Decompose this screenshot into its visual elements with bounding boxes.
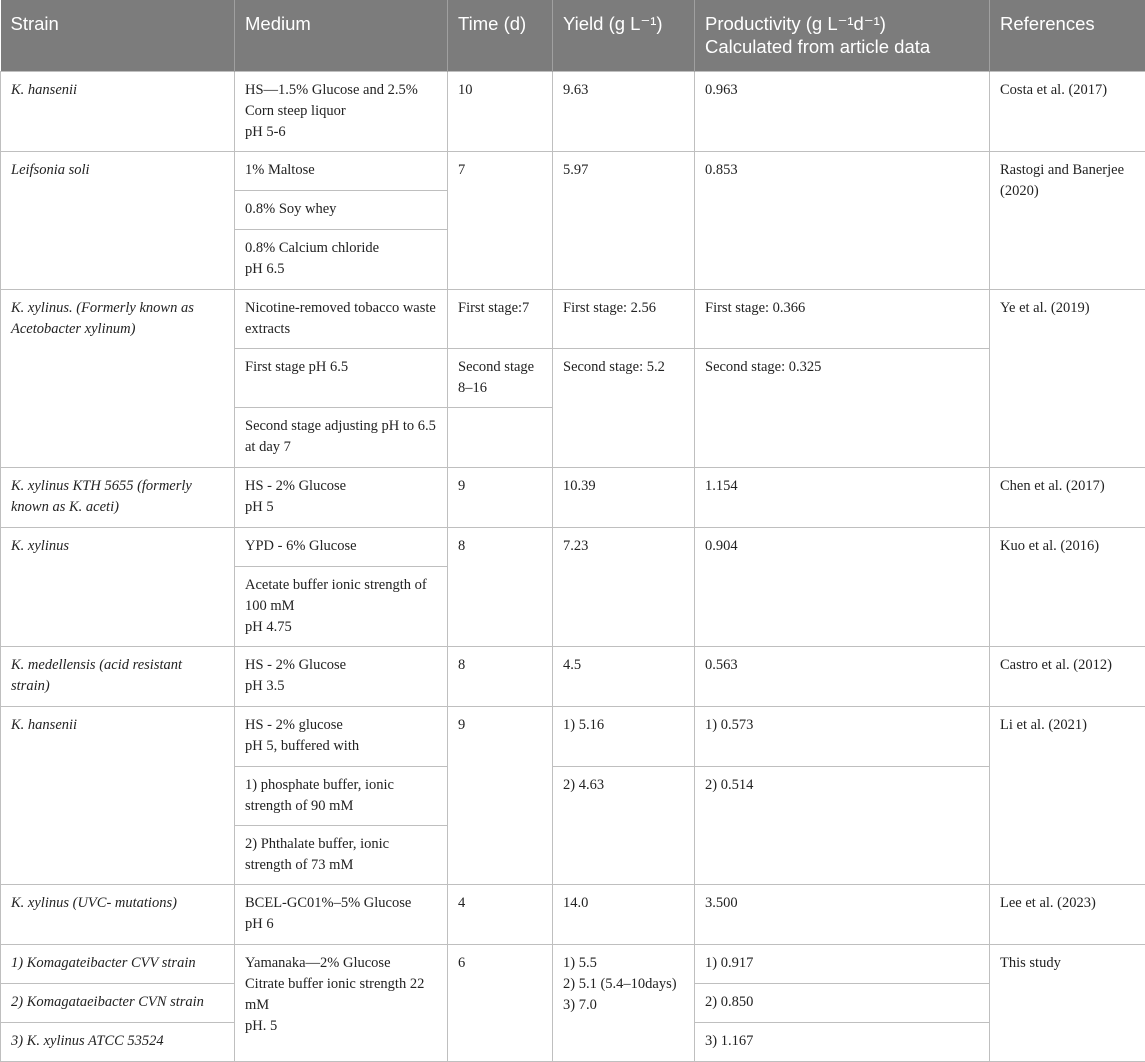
time-cell: Second stage 8–16 bbox=[448, 349, 553, 408]
yield-cell: 14.0 bbox=[553, 885, 695, 945]
time-cell: 8 bbox=[448, 647, 553, 707]
strain-cell: K. xylinus. (Formerly known as Acetobacter xylinum) bbox=[1, 290, 235, 468]
table-row bbox=[1, 945, 1145, 984]
productivity-cell: 1.154 bbox=[695, 468, 990, 528]
strain-cell: K. xylinus (UVC- mutations) bbox=[1, 885, 235, 945]
table-row bbox=[1, 647, 1145, 707]
time-cell-empty bbox=[448, 408, 553, 468]
table-row bbox=[1, 468, 1145, 528]
header-yield: Yield (g L⁻¹) bbox=[553, 0, 695, 72]
medium-cell: First stage pH 6.5 bbox=[235, 349, 448, 408]
reference-cell: Lee et al. (2023) bbox=[990, 885, 1145, 945]
yield-cell: 2) 4.63 bbox=[553, 767, 695, 885]
medium-cell: BCEL-GC01%–5% Glucose pH 6 bbox=[235, 885, 448, 945]
table-row bbox=[1, 72, 1145, 152]
strain-cell: 3) K. xylinus ATCC 53524 bbox=[1, 1023, 235, 1062]
time-cell: 10 bbox=[448, 72, 553, 152]
strain-cell: K. hansenii bbox=[1, 707, 235, 885]
medium-cell: HS—1.5% Glucose and 2.5% Corn steep liquor pH 5-6 bbox=[235, 72, 448, 152]
header-row bbox=[1, 0, 1145, 72]
yield-cell: Second stage: 5.2 bbox=[553, 349, 695, 468]
time-cell: 9 bbox=[448, 468, 553, 528]
time-cell: 8 bbox=[448, 528, 553, 647]
productivity-cell: 1) 0.917 bbox=[695, 945, 990, 984]
medium-cell: 0.8% Calcium chloride pH 6.5 bbox=[235, 230, 448, 290]
productivity-cell: 0.563 bbox=[695, 647, 990, 707]
medium-cell: 0.8% Soy whey bbox=[235, 191, 448, 230]
reference-cell: Costa et al. (2017) bbox=[990, 72, 1145, 152]
time-cell: First stage:7 bbox=[448, 290, 553, 349]
yield-cell: 4.5 bbox=[553, 647, 695, 707]
reference-cell: Li et al. (2021) bbox=[990, 707, 1145, 885]
strain-cell: Leifsonia soli bbox=[1, 152, 235, 290]
header-time: Time (d) bbox=[448, 0, 553, 72]
header-productivity: Productivity (g L⁻¹d⁻¹) Calculated from article data bbox=[695, 0, 990, 72]
medium-cell: HS - 2% Glucose pH 5 bbox=[235, 468, 448, 528]
medium-cell: 1) phosphate buffer, ionic strength of 90 mM bbox=[235, 767, 448, 826]
yield-cell: 1) 5.5 2) 5.1 (5.4–10days) 3) 7.0 bbox=[553, 945, 695, 1062]
reference-cell: Chen et al. (2017) bbox=[990, 468, 1145, 528]
productivity-cell: 3) 1.167 bbox=[695, 1023, 990, 1062]
header-references: References bbox=[990, 0, 1145, 72]
table-row bbox=[1, 707, 1145, 767]
productivity-cell: Second stage: 0.325 bbox=[695, 349, 990, 468]
table-row bbox=[1, 152, 1145, 191]
productivity-cell: First stage: 0.366 bbox=[695, 290, 990, 349]
productivity-cell: 2) 0.514 bbox=[695, 767, 990, 885]
medium-cell: Nicotine-removed tobacco waste extracts bbox=[235, 290, 448, 349]
medium-cell: 1% Maltose bbox=[235, 152, 448, 191]
strain-cell: K. hansenii bbox=[1, 72, 235, 152]
productivity-cell: 2) 0.850 bbox=[695, 984, 990, 1023]
yield-cell: 10.39 bbox=[553, 468, 695, 528]
yield-cell: 5.97 bbox=[553, 152, 695, 290]
medium-cell: Yamanaka—2% Glucose Citrate buffer ionic strength 22 mM pH. 5 bbox=[235, 945, 448, 1062]
productivity-cell: 0.963 bbox=[695, 72, 990, 152]
medium-cell: YPD - 6% Glucose bbox=[235, 528, 448, 567]
medium-cell: Second stage adjusting pH to 6.5 at day 7 bbox=[235, 408, 448, 468]
reference-cell: Ye et al. (2019) bbox=[990, 290, 1145, 468]
yield-cell: 9.63 bbox=[553, 72, 695, 152]
medium-cell: HS - 2% glucose pH 5, buffered with bbox=[235, 707, 448, 767]
time-cell: 4 bbox=[448, 885, 553, 945]
time-cell: 9 bbox=[448, 707, 553, 885]
yield-cell: First stage: 2.56 bbox=[553, 290, 695, 349]
productivity-cell: 0.904 bbox=[695, 528, 990, 647]
table-row bbox=[1, 885, 1145, 945]
strain-cell: K. xylinus bbox=[1, 528, 235, 647]
medium-cell: Acetate buffer ionic strength of 100 mM pH 4.75 bbox=[235, 567, 448, 647]
table-row bbox=[1, 528, 1145, 567]
strain-cell: 1) Komagateibacter CVV strain bbox=[1, 945, 235, 984]
reference-cell: Castro et al. (2012) bbox=[990, 647, 1145, 707]
reference-cell: This study bbox=[990, 945, 1145, 1062]
productivity-cell: 3.500 bbox=[695, 885, 990, 945]
header-medium: Medium bbox=[235, 0, 448, 72]
strain-cell: 2) Komagataeibacter CVN strain bbox=[1, 984, 235, 1023]
strain-cell: K. medellensis (acid resistant strain) bbox=[1, 647, 235, 707]
productivity-cell: 0.853 bbox=[695, 152, 990, 290]
time-cell: 6 bbox=[448, 945, 553, 1062]
productivity-cell: 1) 0.573 bbox=[695, 707, 990, 767]
yield-cell: 1) 5.16 bbox=[553, 707, 695, 767]
medium-cell: HS - 2% Glucose pH 3.5 bbox=[235, 647, 448, 707]
strain-cell: K. xylinus KTH 5655 (formerly known as K. aceti) bbox=[1, 468, 235, 528]
time-cell: 7 bbox=[448, 152, 553, 290]
reference-cell: Kuo et al. (2016) bbox=[990, 528, 1145, 647]
reference-cell: Rastogi and Banerjee (2020) bbox=[990, 152, 1145, 290]
table-row bbox=[1, 290, 1145, 349]
medium-cell: 2) Phthalate buffer, ionic strength of 73 mM bbox=[235, 826, 448, 885]
header-strain: Strain bbox=[1, 0, 235, 72]
yield-cell: 7.23 bbox=[553, 528, 695, 647]
